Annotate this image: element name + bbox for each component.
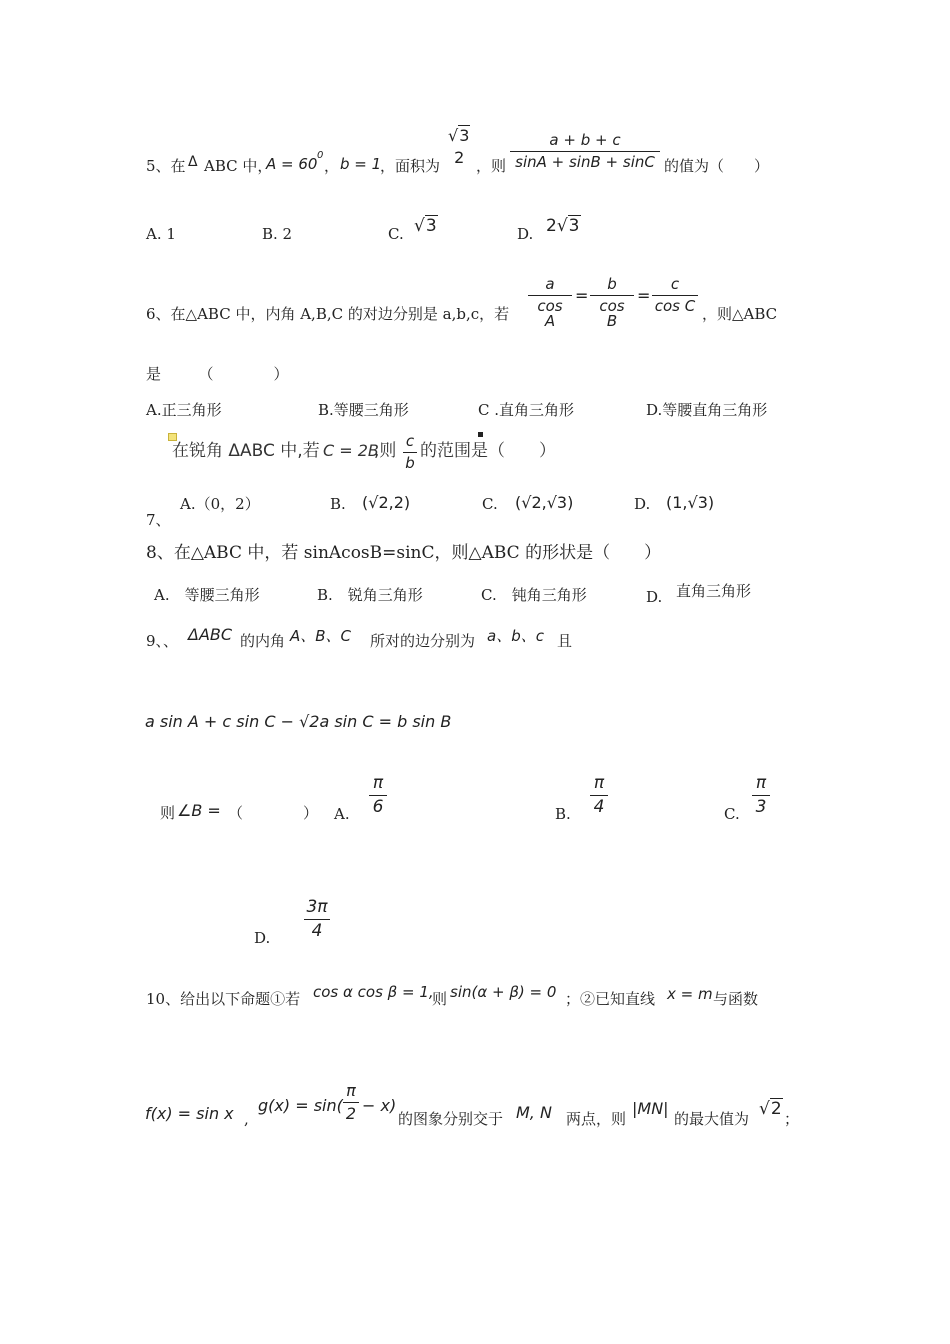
q5-triangle-symbol: Δ: [188, 154, 198, 170]
q6-line2: 是 （ ）: [146, 365, 289, 383]
q7-option-b-label: B.: [330, 495, 346, 513]
q5-prefix: 5、在: [146, 157, 186, 175]
q10-cond2: sin(α + β) = 0: [450, 983, 557, 1001]
q10-comma: ,: [244, 1110, 249, 1128]
q5-option-b: B. 2: [262, 225, 293, 243]
q6-option-b: B.等腰三角形: [318, 401, 409, 419]
q7-option-d-label: D.: [634, 495, 651, 513]
q8-option-d-label: D.: [646, 588, 663, 606]
q6-option-d: D.等腰直角三角形: [646, 401, 768, 419]
q5-area-num: 3: [459, 126, 470, 145]
edit-marker-icon: [168, 433, 177, 441]
q5-option-d-value: 2√3: [546, 216, 580, 236]
q5-comma: ，: [324, 157, 340, 175]
q5-expr-den: sinA + sinB + sinC: [510, 151, 660, 170]
q10-desc3: 的最大值为: [674, 1110, 750, 1128]
q6-prefix: 6、在△ABC 中，内角 A,B,C 的对边分别是 a,b,c，若: [146, 305, 510, 323]
q8-option-b: B. 锐角三角形: [317, 586, 423, 604]
q5-area-fraction: √3 2: [446, 128, 472, 166]
q10-g-pre: g(x) = sin(: [258, 1096, 343, 1115]
q6-option-a: A.正三角形: [146, 401, 222, 419]
q5-cond-b: b = 1: [340, 155, 382, 173]
q9-ask-paren: （ ）: [228, 804, 319, 822]
q9-mid1: 的内角: [240, 632, 286, 650]
q9-option-b-fraction: $\frac{\pi}{4}$: [590, 775, 608, 816]
q5-area-den: 2: [454, 148, 465, 167]
q9-sides: a、b、c: [487, 627, 544, 645]
q10-prefix: 10、给出以下命题①若: [146, 990, 301, 1008]
q9-equation: a sin A + c sin C − √2a sin C = b sin B: [145, 712, 452, 731]
q10-desc: 的图象分别交于: [398, 1110, 504, 1128]
q9-angles: A、B、C: [290, 627, 352, 645]
q10-f: f(x) = sin x: [145, 1104, 234, 1123]
q5-abc: ABC 中，: [204, 157, 273, 175]
q9-option-a-fraction: $\frac{\pi}{6}$: [369, 775, 387, 816]
q7-stem-suffix: 的范围是（ ）: [420, 441, 556, 461]
q10-end: ；: [784, 1110, 800, 1128]
q5-degree-sup: 0: [317, 150, 324, 161]
q5-then: ，则: [476, 157, 507, 175]
q5-cond-a: A = 60: [266, 155, 318, 173]
q10-mid: ；②已知直线: [565, 990, 656, 1008]
q7-number: 7、: [146, 511, 171, 529]
q9-option-c-label: C.: [724, 805, 740, 823]
q7-option-a: A.（0，2）: [180, 495, 260, 513]
q6-option-c: C .直角三角形: [478, 401, 575, 419]
q9-ask-angle: ∠B =: [177, 801, 221, 820]
q7-option-d-value: (1,√3): [666, 493, 715, 512]
q9-prefix: 9、、: [146, 632, 179, 650]
q7-stem-cond: C = 2B: [323, 441, 379, 460]
q8-stem: 8、在△ABC 中，若 sinAcosB=sinC，则△ABC 的形状是（ ）: [146, 543, 662, 563]
q9-option-b-label: B.: [555, 805, 571, 823]
q9-ask-pre: 则: [160, 804, 176, 822]
q7-option-c-value: (√2,√3): [515, 493, 574, 512]
q6-fraction-b: $\frac{b}{\text{cos B}}$: [590, 277, 634, 329]
anchor-marker-icon: [478, 432, 483, 437]
q10-g-post: − x): [362, 1096, 397, 1115]
q7-fraction: $\frac{c}{b}$: [403, 434, 417, 471]
q6-equals-1: =: [575, 286, 589, 305]
q7-stem-pre: 在锐角 ΔABC 中,若: [172, 441, 320, 461]
q10-then: 则: [432, 990, 448, 1008]
q5-expression-fraction: [510, 133, 660, 170]
q5-option-c-value: √3: [414, 216, 437, 236]
q10-desc2: 两点，则: [566, 1110, 627, 1128]
q10-g-fraction: $\frac{\pi}{2}$: [343, 1083, 359, 1122]
q5-option-d-label: D.: [517, 225, 534, 243]
q9-option-d-label: D.: [254, 929, 271, 947]
q6-equals-2: =: [637, 286, 651, 305]
q5-area-text: ，面积为: [380, 157, 441, 175]
q10-points: M, N: [516, 1103, 552, 1122]
q9-tail: 且: [557, 632, 573, 650]
q10-cond1: cos α cos β = 1,: [313, 983, 434, 1001]
q10-line: x = m: [667, 985, 713, 1003]
q5-option-c-label: C.: [388, 225, 404, 243]
q7-option-b-value: (√2,2): [362, 493, 411, 512]
q5-expr-num: a + b + c: [549, 131, 621, 149]
q9-mid2: 所对的边分别为: [370, 632, 476, 650]
q9-option-d-fraction: $\frac{3\pi}{4}$: [304, 899, 330, 940]
q6-fraction-c: $\frac{c}{\text{cos C}}$: [652, 277, 698, 314]
q6-suffix: ，则△ABC: [702, 305, 778, 323]
q9-option-c-fraction: $\frac{\pi}{3}$: [752, 775, 770, 816]
q8-option-a: A. 等腰三角形: [154, 586, 260, 604]
q8-option-c: C. 钝角三角形: [481, 586, 587, 604]
q10-tail: 与函数: [713, 990, 759, 1008]
q10-abs-mn: |MN|: [632, 1099, 669, 1118]
q9-option-a-label: A.: [334, 805, 350, 823]
q6-fraction-a: $\frac{a}{\text{cos A}}$: [528, 277, 572, 329]
q7-option-c-label: C.: [482, 495, 498, 513]
q8-option-d-text: 直角三角形: [676, 582, 752, 600]
q7-stem-mid: ,则: [374, 441, 397, 461]
q5-option-a: A. 1: [146, 225, 176, 243]
q10-max-value: √2: [759, 1099, 782, 1119]
q5-suffix: 的值为（ ）: [664, 157, 770, 175]
q9-triangle: ΔABC: [188, 625, 233, 644]
